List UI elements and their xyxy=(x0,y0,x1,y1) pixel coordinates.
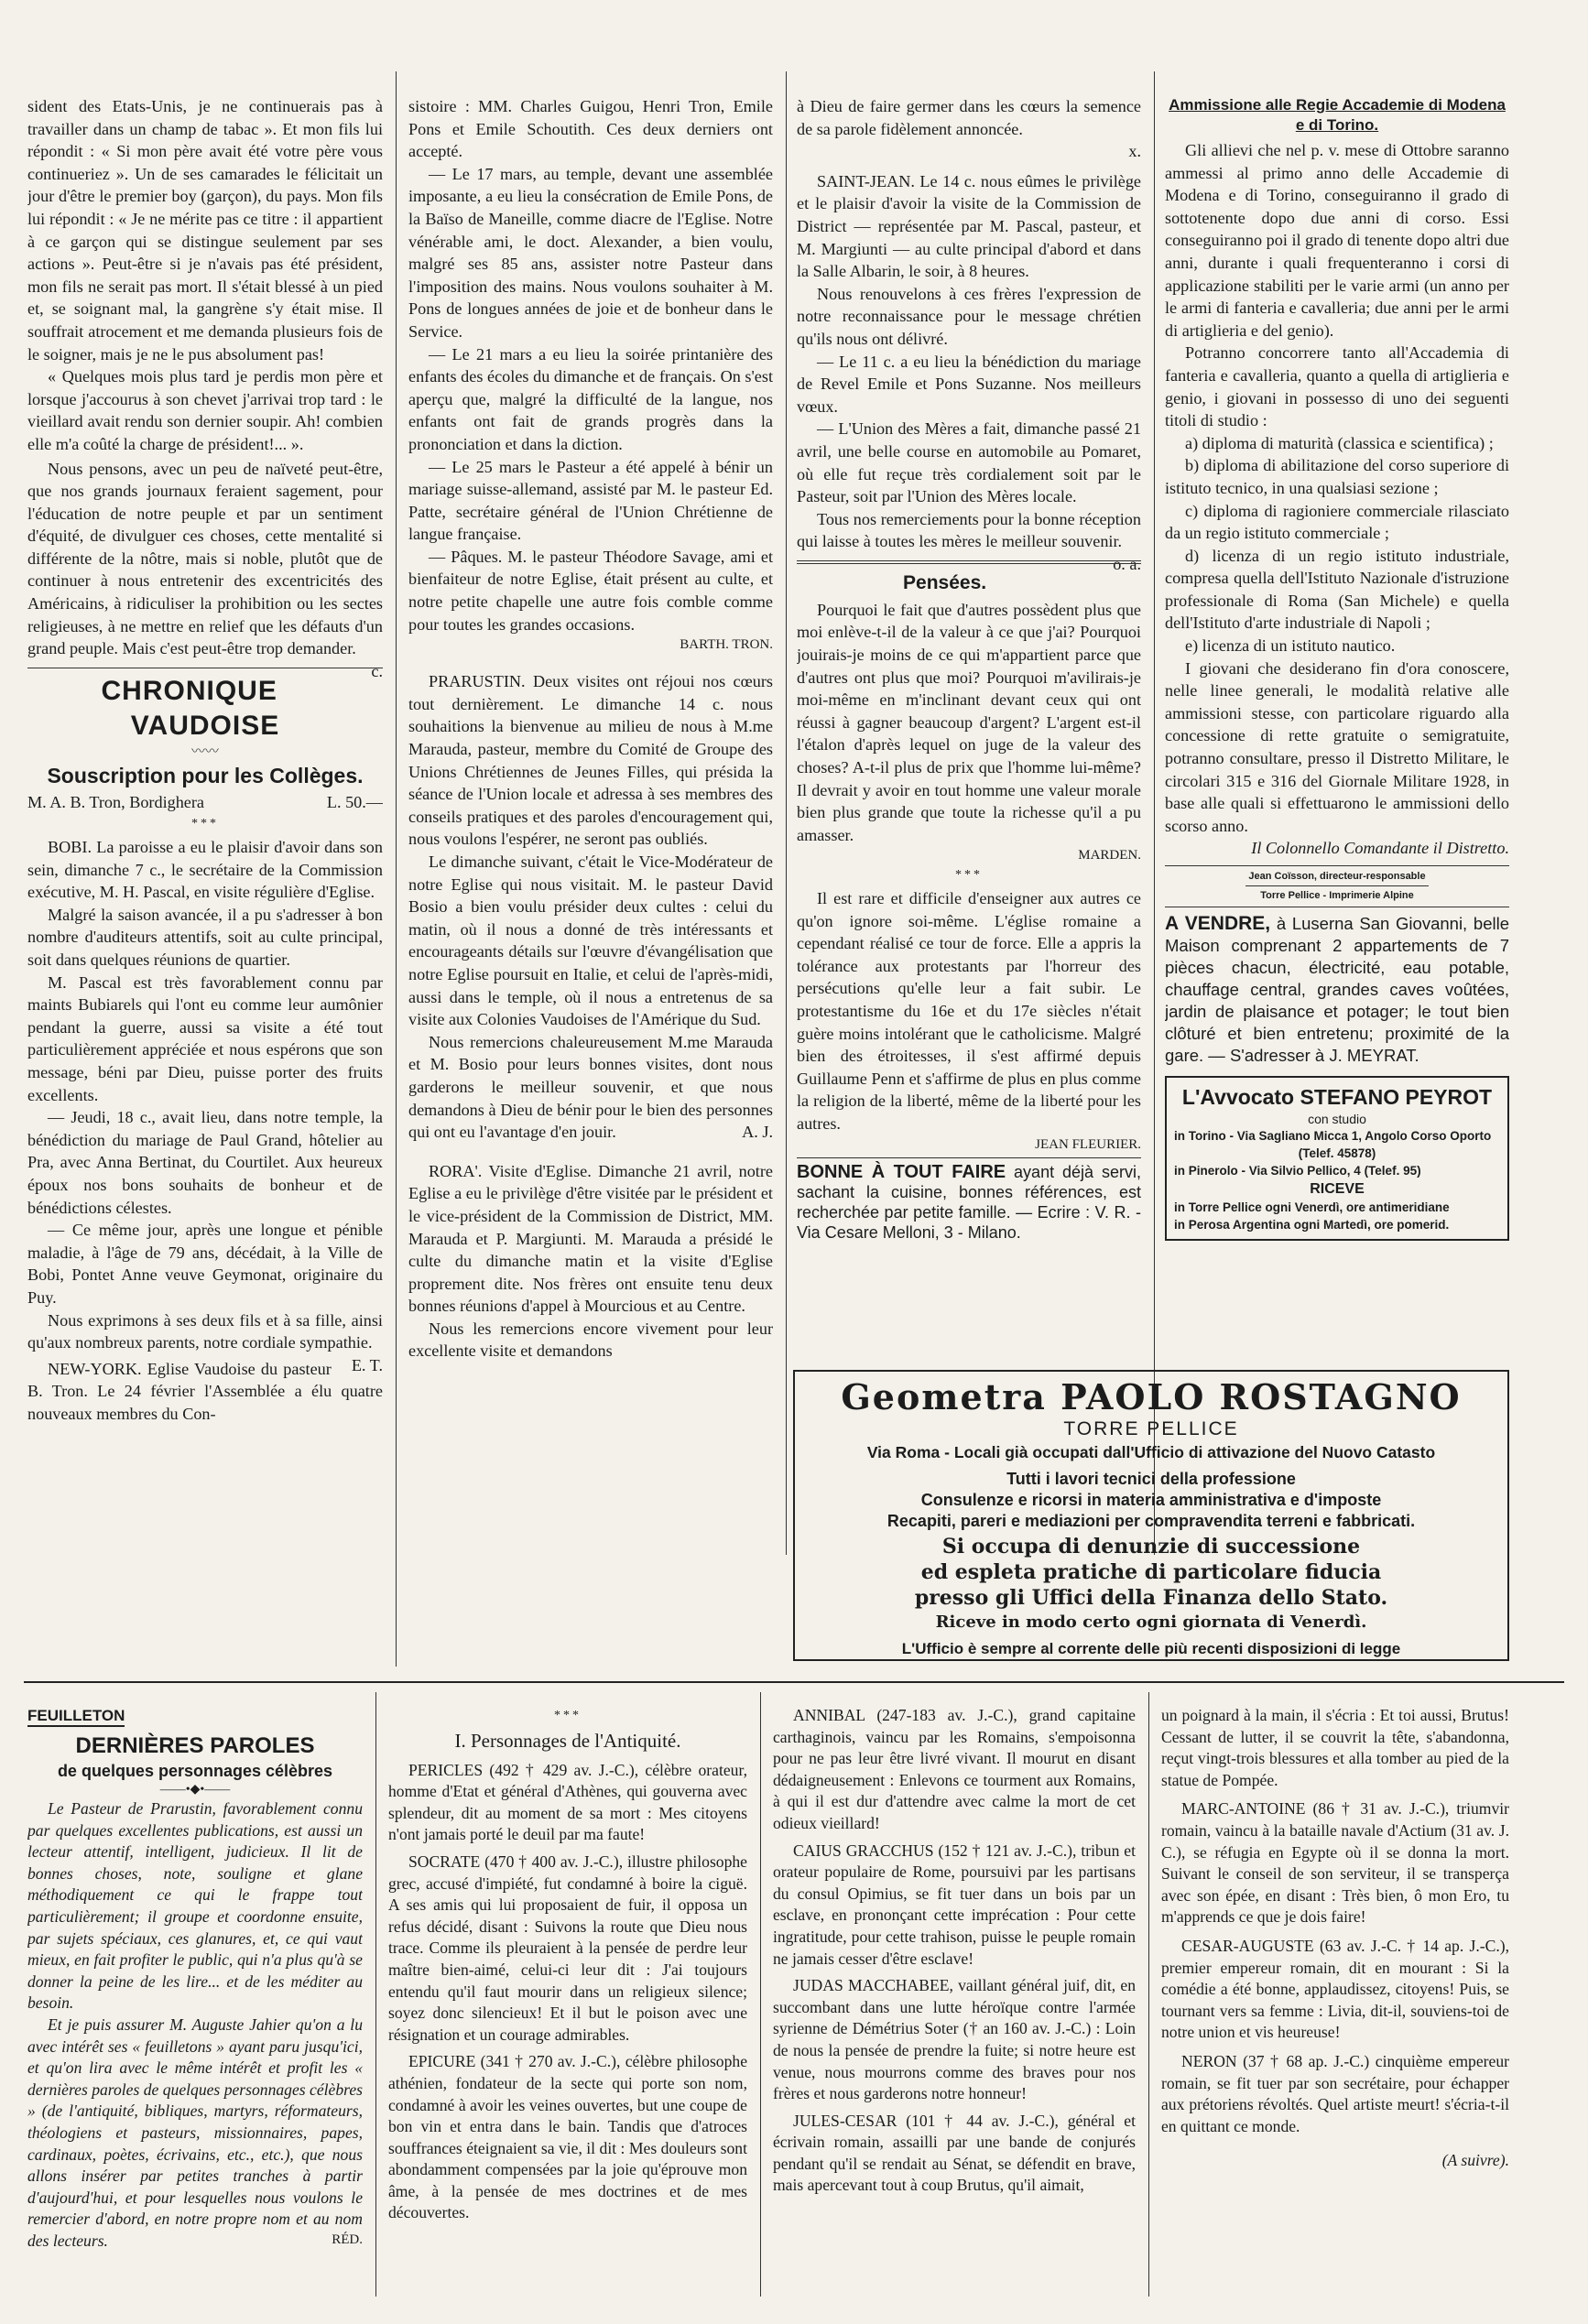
article-text: sistoire : MM. Charles Guigou, Henri Tron, Emile Pons et Emile Schoutith. Ces deux derniers ont accepté. xyxy=(408,97,773,161)
lawyer-line: RICEVE xyxy=(1310,1181,1365,1197)
article-text: Pourquoi le fait que d'autres possèdent plus que moi enlève-t-il de la valeur à ce que j'ai? Pourquoi jouirais-je moins de ce qui m'appartient parce que d'autres ont plus que moi? Pourquoi m'avilirais-je moi-même en m'inclinant devant ceux qui ont réussi à gagner beaucoup d'argent? L'argent est-il l'étalon d'après lequel on juge de la valeur des choses? A-t-il plus de prix que l'homme lui-même? Il devrait y avoir en tout homme une valeur morale bien plus grande que toute la richesse qu'il a pu amasser. xyxy=(797,600,1141,844)
column-rule xyxy=(1154,71,1155,1555)
column-rule xyxy=(375,1692,376,2297)
printer-line: Torre Pellice - Imprimerie Alpine xyxy=(1260,890,1414,901)
lawyer-line: (Telef. 45878) xyxy=(1298,1146,1376,1160)
ad-line: Tutti i lavori tecnici della professione xyxy=(1006,1470,1296,1488)
ad-address: Via Roma - Locali già occupati dall'Ufficio di attivazione del Nuovo Catasto xyxy=(866,1443,1436,1461)
feuilleton-intro: Le Pasteur de Prarustin, favorablement connu par quelques excellentes publications, est aussi un lecteur attentif, intelligent, judicieux. Il lit de bonnes choses, note, souligne et glane méthodiquement ce qui le frappe tout particulièrement; il groupe et coordonne ensuite, par sujets spéciaux, ces glanures, et, ce qui vaut mieux, en fait profiter le public, qui n'a plus qu'à se donner la peine de les lire... et de les méditer au besoin. xyxy=(27,1799,363,2013)
ad-line: ed espleta pratiche di particolare fiducia xyxy=(920,1560,1382,1584)
article-text: PRARUSTIN. Deux visites ont réjoui nos cœurs tout dernièrement. Le dimanche 14 c. nous souhaitions la bienvenue au milieu de nous à M.me Marauda, pasteur, membre du Comité de Groupe des Unions Chrétiennes de Jeunes Filles, qui présida la séance de l'Union locale et adressa à ses membres des conseils pratiques et des paroles d'encouragement qui, nous voulons l'espérer, ne seront pas oubliés. xyxy=(408,672,773,849)
classified-ad: A VENDRE, à Luserna San Giovanni, belle Maison comprenant 2 appartements de 7 pièces chacun, électricité, eau potable, chauffage central, grandes caves voûtées, jardin de plaisance et potager; le tout bien clôturé et bien entretenu; proximité de la gare. — S'adresser à J. MEYRAT. xyxy=(1165,913,1509,1065)
article-text: I giovani che desiderano fin d'ora conoscere, nelle linee generali, le modalità relative alle ammissioni stesse, con particolare riguardo alla concessione di rette gratuite o semigratuite, potranno consultare, presso il Distretto Militare, le circolari 315 e 316 del Giornale Militare 1928, in base alle quali si effettuarono le ammissioni dello scorso anno. xyxy=(1165,658,1509,835)
article-text: Malgré la saison avancée, il a pu s'adresser à bon nombre d'auditeurs attentifs, soit au culte principal, soit dans quelques réunions de quartier. xyxy=(27,905,383,969)
entry-neron: NERON (37 † 68 ap. J.-C.) cinquième empereur romain, se fit tuer par son secrétaire, pour échapper aux prétoriens révoltés. Quel artiste meurt! s'écria-t-il en quittant ce monde. xyxy=(1161,2051,1509,2135)
article-text: — Pâques. M. le pasteur Théodore Savage, ami et bienfaiteur de notre Eglise, était présent au culte, et notre petite chapelle une autre fois comble comme pour toutes les grandes occasions. xyxy=(408,547,773,634)
section-divider xyxy=(1245,885,1429,886)
section-divider xyxy=(1165,865,1509,866)
ad-line: Si occupa di denunzie di successione xyxy=(941,1535,1361,1558)
signature: x. xyxy=(1128,142,1141,161)
entry-judas: JUDAS MACCHABEE, vaillant général juif, dit, en succombant dans une lutte héroïque contre l'armée syrienne de Démétrius Soter († an 160 av. J.-C.) : Loin de nous la pensée de prendre la fuite; si notre heure est venue, nous mourrons comme des braves pour nos frères et nous garderons notre honneur! xyxy=(773,1976,1136,2103)
ad-line: Consulenze e ricorsi in materia amministrativa e d'imposte xyxy=(920,1491,1382,1509)
feuilleton-divider xyxy=(24,1681,1564,1683)
lawyer-name: L'Avvocato STEFANO PEYROT xyxy=(1181,1085,1493,1109)
signature: A. J. xyxy=(742,1123,773,1142)
feuilleton-column-2 xyxy=(388,1705,747,2300)
article-text: Nous remercions chaleureusement M.me Marauda et M. Bosio pour leurs bonnes visites, dont nous garderons le meilleur souvenir, et que nous demandons à Dieu de bénir pour le bien des personnes qui ont eu l'avantage d'en jouir. A. J. xyxy=(408,1031,773,1144)
lawyer-ad-box xyxy=(1165,1076,1509,1241)
article-text: — L'Union des Mères a fait, dimanche passé 21 avril, une belle course en automobile au Pomaret, où elle fut reçue très cordialement soit par le Pasteur, soit par l'Union des Mères locale. xyxy=(797,419,1141,506)
list-item: a) diploma di maturità (classica e scientifica) ; xyxy=(1185,433,1494,452)
notice-title: Ammissione alle Regie Accademie di Modena e di Torino. xyxy=(1169,96,1506,134)
section-divider xyxy=(797,560,1141,564)
article-text: sident des Etats-Unis, je ne continuerais pas à travailler dans un champ de tabac ». Et mon fils lui répondit : « Si mon père avait été votre père vous continueriez ». Un de ses camarades le félicitait un jour d'être le premier boy (garçon), du pays. Mon fils lui répondit : « Je ne mérite pas ce titre : il appartient à ce garçon qui se distingue seulement par ses actions ». Peut-être si je n'avais pas été président, mon fils ne serait pas mort. Il s'était blessé à un pied et, se soignant mal, la gangrène s'y était mise. Il souffrait atrocement et me demanda plusieurs fois de le soigner, mais je ne le pus absolument pas! xyxy=(27,97,383,364)
signature: BARTH. TRON. xyxy=(680,637,773,653)
subscription-amount: L. 50.— xyxy=(326,792,383,811)
list-item: b) diploma di abilitazione del corso superiore di istituto tecnico, in una qualsiasi sezione ; xyxy=(1165,456,1509,497)
ornament: ——•◆•—— xyxy=(159,1783,231,1797)
feuilleton-column-1 xyxy=(27,1705,363,2300)
article-text: Il est rare et difficile d'enseigner aux autres ce qu'on ignore soi-même. L'église romaine a cependant réalisé ce tour de force. Elle a appris la tolérance aux protestants par l'horreur des persécutions qu'elle leur a fait subir. Le protestantisme du 16e et du 17e siècles n'était guère moins intolérant que le catholicisme. Malgré bien des étroitesses, il s'est affirmé depuis Guillaume Penn et s'affirme de plus en plus comme la religion de la liberté, même de la liberté pour les autres. xyxy=(797,889,1141,1133)
column-2 xyxy=(408,95,773,1667)
director-line: Jean Coïsson, directeur-responsable xyxy=(1248,871,1426,882)
article-text: Nous pensons, avec un peu de naïveté peut-être, que nos grands journaux feraient sagement, pour l'éducation de notre peuple et par un sentiment d'équité, de divulguer ces choses, cette mentalité si différente de la nôtre, mais si noble, plutôt que de continuer à nous entretenir des excentricités des Américains, à ridiculiser la prohibition ou les sectes religieuses, à ne mettre en relief que les défauts d'un grand peuple. Mais c'est peut-être trop demander. c. xyxy=(27,458,383,660)
feuilleton-column-3 xyxy=(773,1705,1136,2300)
list-item: d) licenza di un regio istituto industriale, compresa quella dell'Istituto Nazionale d'istruzione professionale di Roma (San Michele) e quella dell'Istituto d'arte industriale di Napoli ; xyxy=(1165,546,1509,633)
article-text: M. Pascal est très favorablement connu par maints Bubiarels qui l'ont eu comme leur aumônier pendant la guerre, aussi sa visite a été tout particulièrement appréciée et nous espérons que son message, béni par Dieu, puisse porter des fruits excellents. xyxy=(27,972,383,1104)
to-be-continued: (A suivre). xyxy=(1441,2151,1509,2170)
ad-title: Geometra PAOLO ROSTAGNO xyxy=(841,1376,1462,1417)
feuilleton-intro: Et je puis assurer M. Auguste Jahier qu'on a lu avec intérêt ses « feuilletons » ayant paru jusqu'ici, et qu'on lira avec le même intérêt et profit les « dernières paroles de quelques personnages célèbres » (de l'antiquité, bibliques, martyrs, réformateurs, théologiens et pasteurs, missionnaires, papes, cardinaux, poètes, écrivains, etc., etc.), que nous allons insérer par petites tranches à partir d'aujourd'hui, et pour lesquelles nous voulons le remercier d'abord, en notre propre nom et au nom des lecteurs. RÉD. xyxy=(27,2014,363,2250)
ad-line: L'Ufficio è sempre al corrente delle più recenti disposizioni di legge xyxy=(901,1640,1401,1657)
article-text: — Jeudi, 18 c., avait lieu, dans notre temple, la bénédiction du mariage de Paul Grand, hôtelier au Pra, avec Anna Bertinat, du Courtilet. Aux heureux époux nos bons souhaits de bonheur et de bénédictions célestes. xyxy=(27,1108,383,1217)
article-text: RORA'. Visite d'Eglise. Dimanche 21 avril, notre Eglise a eu le privilège d'être visitée par le président et le vice-président de la Commission de District, MM. Marauda et P. Margiunti. M. Marauda a présidé le culte du dimanche matin et la visite d'Eglise proprement dite. Nos frères ont ensuite tenu deux bonnes réunions d'appel à Mourcious et au Centre. xyxy=(408,1161,773,1316)
article-text: Tous nos remerciements pour la bonne réception qui laisse à toutes les mères le meilleur souvenir. o. a. xyxy=(797,508,1141,553)
article-text: Nous renouvelons à ces frères l'expression de notre reconnaissance pour le message chrétien qu'ils nous ont délivré. xyxy=(797,284,1141,348)
signature: Il Colonnello Comandante il Distretto. xyxy=(1251,839,1509,858)
signature: c. xyxy=(371,661,383,680)
list-item: c) diploma di ragioniere commerciale rilasciato da un regio istituto commerciale ; xyxy=(1165,501,1509,543)
article-text: — Le 21 mars a eu lieu la soirée printanière des enfants des écoles du dimanche et de français. On s'est aperçu que, malgré la difficulté de la langue, nos enfants ont fait de grands progrès dans la prononciation et dans la diction. xyxy=(408,344,773,453)
feuilleton-column-4 xyxy=(1161,1705,1509,2300)
ad-city: TORRE PELLICE xyxy=(1063,1418,1239,1439)
entry-cesar-cont: un poignard à la main, il s'écria : Et toi aussi, Brutus! Cessant de lutter, il se couvrit la tête, s'abandonna, reçut vingt-trois blessures et alla tomber au pied de la statue de Pompée. xyxy=(1161,1706,1509,1789)
subscription-line: M. A. B. Tron, Bordighera L. 50.— xyxy=(27,791,383,814)
column-rule xyxy=(1148,1692,1149,2297)
signature: o. a. xyxy=(1113,554,1141,573)
article-text: SAINT-JEAN. Le 14 c. nous eûmes le privilège et le plaisir d'avoir la visite de la Commission de District — représentée par M. Pascal, pasteur, et M. Margiunti — au culte principal d'abord et dans la Salle Albarin, le soir, à 8 heures. xyxy=(797,171,1141,281)
ad-line: Riceve in modo certo ogni giornata di Venerdì. xyxy=(935,1613,1367,1632)
entry-marc-antoine: MARC-ANTOINE (86 † 31 av. J.-C.), triumvir romain, vaincu à la bataille navale d'Actium (31 av. J. C.), se réfugia en Egypte où il se donna la mort. Suivant le conseil de son serviteur, il se transperça avec son épée, en disant : Très bien, ô mon Ero, tu m'apprends ce que je dois faire! xyxy=(1161,1799,1509,1927)
article-text: Nous les remercions encore vivement pour leur excellente visite et demandons xyxy=(408,1319,773,1361)
lawyer-line: in Torre Pellice ogni Venerdì, ore antimeridiane xyxy=(1174,1200,1450,1214)
signature: RÉD. xyxy=(332,2232,363,2247)
article-text: — Ce même jour, après une longue et pénible maladie, à l'âge de 79 ans, décédait, à la Ville de Bobi, Pontet Anne veuve Geymonat, originaire du Puy. xyxy=(27,1221,383,1307)
entry-pericles: PERICLES (492 † 429 av. J.-C.), célèbre orateur, homme d'Etat et général d'Athènes, qui gouverna avec splendeur, dit au moment de sa mort : Mes citoyens n'ont jamais porté le deuil par ma faute! xyxy=(388,1760,747,1844)
column-rule xyxy=(760,1692,761,2297)
article-text: BOBI. La paroisse a eu le plaisir d'avoir dans son sein, dimanche 7 c., le secrétaire de la Commission exécutive, M. H. Pascal, en visite régulière d'Eglise. xyxy=(27,838,383,902)
ad-line: Recapiti, pareri e mediazioni per compravendita terreni e fabbricati. xyxy=(886,1512,1416,1530)
list-item: e) licenza di un istituto nautico. xyxy=(1185,636,1396,656)
feuilleton-section-title: I. Personnages de l'Antiquité. xyxy=(454,1729,681,1752)
signature: E. T. xyxy=(351,1355,383,1374)
feuilleton-title: DERNIÈRES PAROLES xyxy=(75,1733,315,1758)
ad-line: presso gli Uffici della Finanza dello Stato. xyxy=(914,1586,1388,1610)
lawyer-line: in Pinerolo - Via Silvio Pellico, 4 (Telef. 95) xyxy=(1174,1164,1421,1178)
section-divider xyxy=(797,1157,1141,1158)
article-text: à Dieu de faire germer dans les cœurs la semence de sa parole fidèlement annoncée. xyxy=(797,97,1141,138)
column-rule xyxy=(396,71,397,1667)
ornament: 〰〰 xyxy=(190,744,219,759)
column-1 xyxy=(27,95,383,1667)
entry-cesar: JULES-CESAR (101 † 44 av. J.-C.), général et écrivain romain, assailli par une bande de conjurés pendant qu'il se rendait au Sénat, se défendit en brave, mais apercevant tout à coup Brutus, qu'il aimait, xyxy=(773,2111,1136,2195)
column-3 xyxy=(797,95,1141,1313)
article-text: Le dimanche suivant, c'était le Vice-Modérateur de notre Eglise qui nous visitait. M. le pasteur David Bosio a bien voulu présider deux cultes : celui du matin, où il nous a donné de très intéressants et encourageants détails sur l'œuvre d'évangélisation que notre Eglise poursuit en Italie, et celui de l'après-midi, aussi dans le temple, où il nous a entretenus de sa visite aux Colonies Vaudoises de l'Amérique du Sud. xyxy=(408,852,773,1029)
lawyer-line: in Torino - Via Sagliano Micca 1, Angolo Corso Oporto xyxy=(1174,1129,1492,1143)
classified-ad: BONNE À TOUT FAIRE ayant déjà servi, sachant la cuisine, bonnes références, est recherchée par petite famille. — Ecrire : V. R. - Via Cesare Melloni, 3 - Milano. xyxy=(797,1161,1141,1242)
surveyor-ad-box xyxy=(793,1370,1509,1661)
column-4 xyxy=(1165,95,1509,1313)
entry-gracchus: CAIUS GRACCHUS (152 † 121 av. J.-C.), tribun et orateur populaire de Rome, poursuivi par les partisans du consul Opimius, se fit tuer dans un bois par un esclave, en prononçant cette imprécation : Pour cette ingratitude, pour cette trahison, puisse le peuple romain ne jamais cesser d'être esclave! xyxy=(773,1841,1136,1968)
article-text: Gli allievi che nel p. v. mese di Ottobre saranno ammessi al primo anno delle Accademie di Modena e di Torino, conseguiranno il grado di sottotenente dopo due anni di corso. Essi conseguiranno poi il grado di tenente dopo altri due anni, durante i quali frequenteranno i corsi di applicazione stabiliti per le varie armi (un anno per le armi di fanteria e cavalleria; due anni per le armi di artiglieria e del genio). xyxy=(1165,141,1509,340)
lawyer-line: in Perosa Argentina ogni Martedì, ore pomerid. xyxy=(1174,1218,1450,1232)
feuilleton-label: FEUILLETON xyxy=(27,1707,125,1727)
feuilleton-subtitle: de quelques personnages célèbres xyxy=(57,1762,333,1780)
signature: JEAN FLEURIER. xyxy=(1035,1136,1141,1152)
article-text: Potranno concorrere tanto all'Accademia di fanteria e cavalleria, quanto a quella di artiglieria e genio, i giovani in possesso di uno dei seguenti titoli di studio : xyxy=(1165,343,1509,430)
article-text: — Le 17 mars, au temple, devant une assemblée imposante, a eu lieu la consécration de Emile Pons, de la Baïso de Maneille, comme diacre de l'Eglise. Notre vénérable ami, le doct. Alexander, a bien voulu, malgré ses 85 ans, assister notre Pasteur dans l'imposition des mains. Nous voulons souhaiter à M. Pons de longues années de joie et de bonheur dans le Service. xyxy=(408,164,773,341)
section-title: CHRONIQUE VAUDOISE xyxy=(101,675,280,741)
column-rule xyxy=(786,71,787,1555)
entry-cesar-auguste: CESAR-AUGUSTE (63 av. J.-C. † 14 ap. J.-C.), premier empereur romain, dit en mourant : Si la comédie a été bonne, applaudissez, citoyens! Puis, se tournant vers sa femme : Livia, dit-il, souviens-toi de notre union et vis heureuse! xyxy=(1161,1936,1509,2042)
section-title: Pensées. xyxy=(903,571,987,593)
entry-annibal: ANNIBAL (247-183 av. J.-C.), grand capitaine carthaginois, vaincu par les Romains, s'empoisonna pour ne pas leur être livré vivant. Il mourut en disant dédaigneusement : Enlevons ce tourment aux Romains, à qui il est dur d'attendre avec calme la mort de cet odieux vieillard! xyxy=(773,1706,1136,1832)
article-text: Nous exprimons à ses deux fils et à sa fille, ainsi qu'aux nombreux parents, notre cordiale sympathie. E. T. xyxy=(27,1309,383,1354)
entry-epicure: EPICURE (341 † 270 av. J.-C.), célèbre philosophe athénien, fondateur de la secte qui porte son nom, condamné à avoir les veines ouvertes, but une coupe de bon vin et entra dans le bain. Tandis que d'atroces souffrances éteignaient sa vie, il dit : Mes douleurs sont abondamment compensées par la joie qu'éprouve mon âme, à la pensée de mes doctrines et de mes découvertes. xyxy=(388,2052,747,2222)
separator-stars: *** xyxy=(191,817,219,831)
article-text: — Le 11 c. a eu lieu la bénédiction du mariage de Revel Emile et Pons Suzanne. Nos meilleurs vœux. xyxy=(797,352,1141,416)
signature: MARDEN. xyxy=(1078,848,1141,863)
article-text: — Le 25 mars le Pasteur a été appelé à bénir un mariage suisse-allemand, assisté par M. le pasteur Ed. Patte, secrétaire général de l'Union Chrétienne de langue française. xyxy=(408,457,773,544)
entry-socrate: SOCRATE (470 † 400 av. J.-C.), illustre philosophe grec, accusé d'impiété, fut condamné à boire la ciguë. A ses amis qui lui proposaient de fuir, il opposa un refus décidé, disant : Suivons la route que Dieu nous trace. Comme ils pleuraient à la pensée de perdre leur maître bien-aimé, celui-ci leur dit : J'ai toujours entendu qu'il faut mourir dans un religieux silence; soyez donc silencieux! Et il but le poison avec une résignation et un courage admirables. xyxy=(388,1852,747,2044)
lawyer-sub: con studio xyxy=(1308,1112,1366,1126)
separator-stars: *** xyxy=(955,868,983,883)
subsection-title: Souscription pour les Collèges. xyxy=(47,763,364,787)
separator-stars: *** xyxy=(554,1709,582,1722)
article-text: NEW-YORK. Eglise Vaudoise du pasteur B. Tron. Le 24 février l'Assemblée a élu quatre nouveaux membres du Con- xyxy=(27,1359,383,1423)
article-text: « Quelques mois plus tard je perdis mon père et lorsque j'accourus à son chevet j'arrivai trop tard : le vieillard avait rendu son dernier soupir. Ah! combien elle m'a coûté la charge de président!... ». xyxy=(27,367,383,453)
